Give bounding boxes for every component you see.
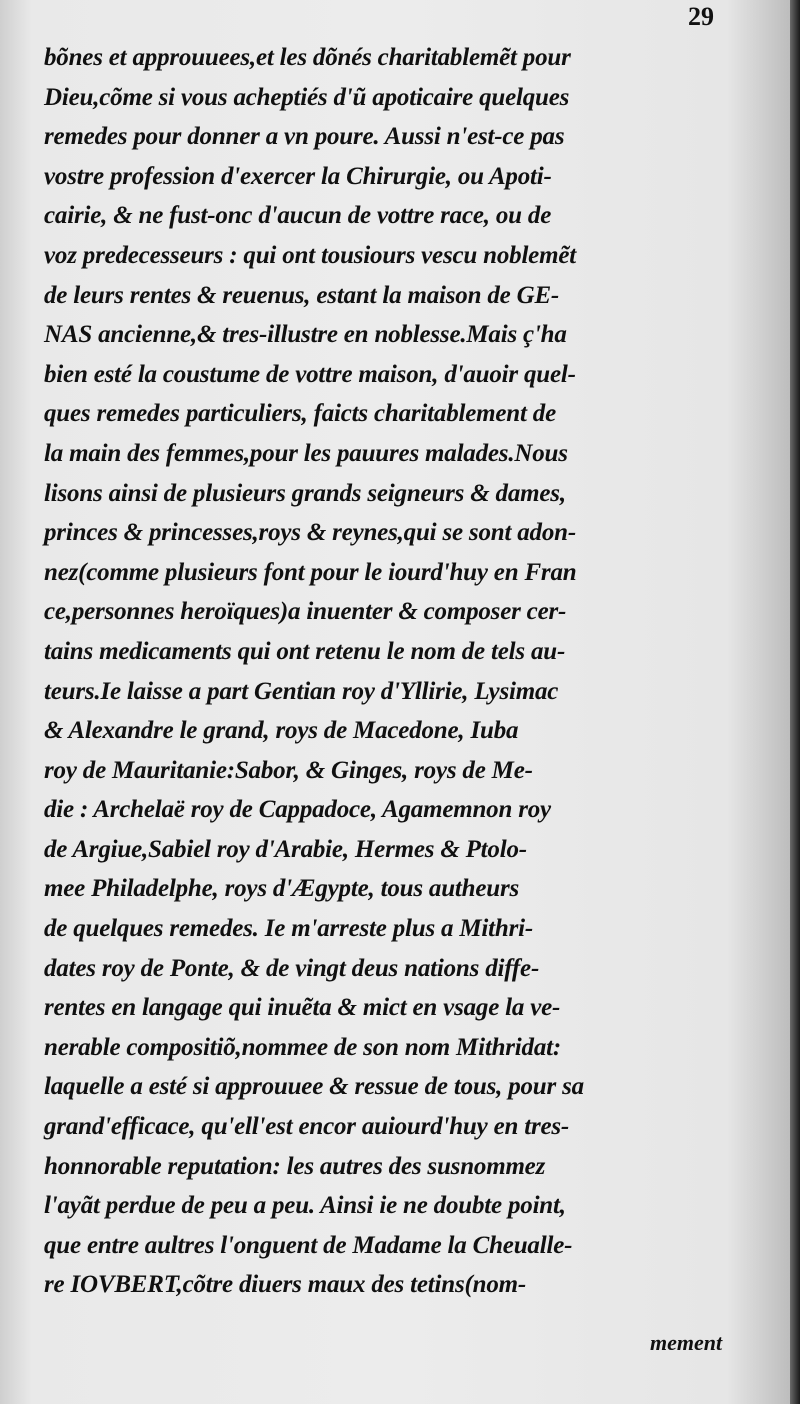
text-line: ques remedes particuliers, faicts charitablement de (44, 400, 556, 428)
text-line: bien esté la coustume de vottre maison, d'auoir quel- (44, 360, 576, 388)
text-line: tains medicaments qui ont retenu le nom de tels au- (44, 637, 566, 665)
text-line: dates roy de Ponte, & de vingt deus nations diffe- (44, 954, 540, 982)
text-line: vostre profession d'exercer la Chirurgie, ou Apoti- (44, 162, 552, 190)
text-line: ce,personnes heroïques)a inuenter & composer cer- (44, 598, 567, 626)
text-line: la main des femmes,pour les pauures malades.Nous (44, 439, 568, 467)
text-line: teurs.Ie laisse a part Gentian roy d'Yllirie, Lysimac (44, 677, 559, 705)
body-text (44, 38, 762, 1305)
text-line: die : Archelaë roy de Cappadoce, Agamemnon roy (44, 796, 551, 824)
page-edge-shadow (790, 0, 800, 1404)
text-line: de leurs rentes & reuenus, estant la maison de GE- (44, 281, 560, 309)
page-number: 29 (688, 2, 714, 31)
text-line: de Argiue,Sabiel roy d'Arabie, Hermes & Ptolo- (44, 835, 527, 863)
text-line: roy de Mauritanie:Sabor, & Ginges, roys de Me- (44, 756, 533, 784)
text-line: laquelle a esté si approuuee & ressue de tous, pour sa (44, 1073, 584, 1101)
text-line: grand'efficace, qu'ell'est encor auiourd'huy en tres- (44, 1113, 570, 1141)
text-line: de quelques remedes. Ie m'arreste plus a Mithri- (44, 915, 534, 943)
text-line: l'ayãt perdue de peu a peu. Ainsi ie ne doubte point, (44, 1192, 566, 1220)
text-line: lisons ainsi de plusieurs grands seigneurs & dames, (44, 479, 566, 507)
catchword: mement (650, 1330, 723, 1355)
text-line: remedes pour donner a vn poure. Aussi n'est-ce pas (44, 123, 565, 151)
text-line: rentes en langage qui inuẽta & mict en vsage la ve- (44, 994, 561, 1022)
text-line: nez(comme plusieurs font pour le iourd'huy en Fran (44, 558, 577, 586)
text-line: mee Philadelphe, roys d'Ægypte, tous autheurs (44, 875, 520, 903)
text-line: princes & princesses,roys & reynes,qui se sont adon- (44, 519, 576, 547)
text-line: cairie, & ne fust-onc d'aucun de vottre race, ou de (44, 202, 552, 230)
text-line: que entre aultres l'onguent de Madame la Cheualle- (44, 1231, 573, 1259)
text-line: honnorable reputation: les autres des susnommez (44, 1152, 546, 1180)
text-line: bõnes et approuuees,et les dõnés charitablemẽt pour (44, 44, 571, 71)
text-line: re IOVBERT,cõtre diuers maux des tetins(nom- (44, 1271, 526, 1299)
text-line: & Alexandre le grand, roys de Macedone, Iuba (44, 717, 519, 745)
text-line: Dieu,cõme si vous acheptiés d'ũ apoticaire quelques (44, 83, 570, 111)
text-line: NAS ancienne,& tres-illustre en noblesse.Mais ç'ha (44, 321, 567, 349)
text-line: nerable compositiõ,nommee de son nom Mithridat: (44, 1033, 562, 1061)
text-line: voz predecesseurs : qui ont tousiours vescu noblemẽt (44, 241, 576, 269)
